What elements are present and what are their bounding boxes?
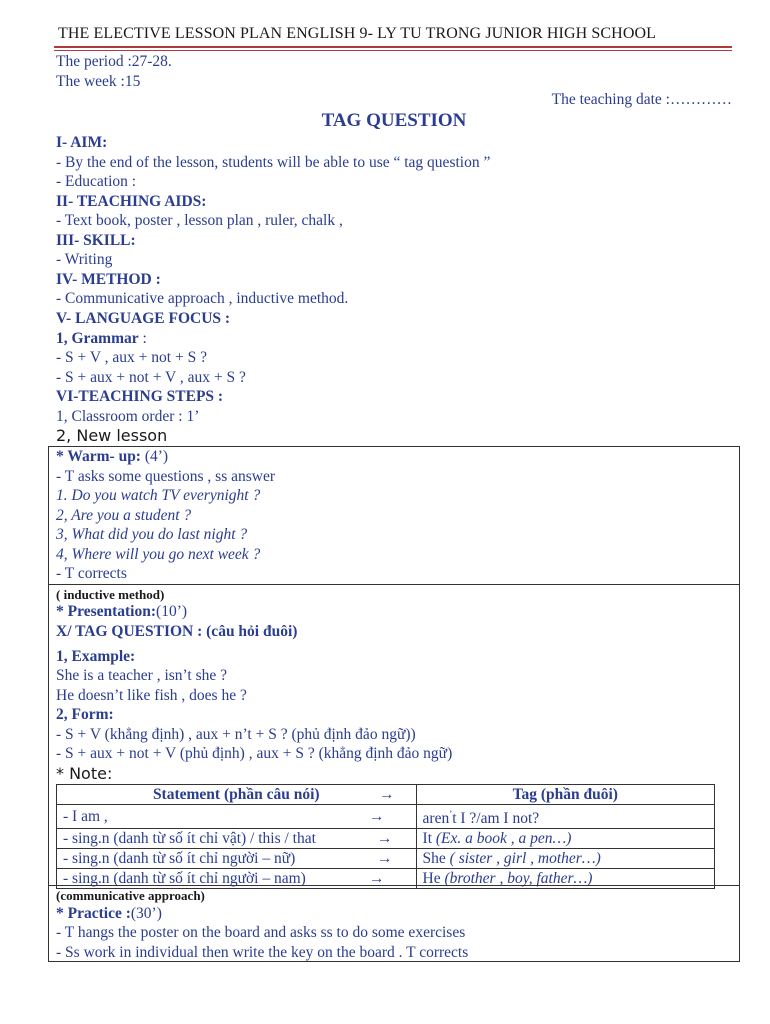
statement-cell — [57, 805, 417, 829]
tag-cell — [416, 805, 714, 829]
aim-line-1: - By the end of the lesson, students will be able to use “ tag question ” — [56, 154, 491, 171]
method-line: - Communicative approach , inductive method. — [56, 290, 349, 307]
presentation-label: * Presentation: — [56, 603, 157, 620]
teaching-date: The teaching date :………… — [551, 91, 732, 108]
skill-heading: III- SKILL: — [56, 232, 136, 249]
grammar-line-1: - S + V , aux + not + S ? — [56, 349, 207, 366]
table-row — [57, 805, 715, 829]
week-line: The week :15 — [56, 73, 141, 90]
warmup-question-3: 3, What did you do last night ? — [56, 526, 248, 543]
example-2: He doesn’t like fish , does he ? — [56, 687, 247, 704]
practice-line-2: - Ss work in individual then write the key on the board . T corrects — [56, 944, 469, 961]
tag-text: It — [422, 830, 436, 848]
tag-examples: (Ex. a book , a pen…) — [435, 830, 572, 848]
presentation-label-line — [56, 602, 187, 622]
warmup-question-1: 1. Do you watch TV everynight ? — [56, 487, 261, 504]
period-line: The period :27-28. — [56, 53, 172, 70]
aim-heading: I- AIM: — [56, 134, 108, 151]
arrow-icon: → — [369, 870, 385, 888]
tag-examples: (brother , boy, father…) — [444, 870, 593, 888]
arrow-icon: → — [379, 786, 395, 803]
header-rule — [54, 46, 732, 48]
practice-method: (communicative approach) — [56, 888, 205, 903]
note-label: * Note: — [56, 764, 113, 783]
aids-heading: II- TEACHING AIDS: — [56, 193, 207, 210]
example-label: 1, Example: — [56, 648, 136, 665]
warmup-question-2: 2, Are you a student ? — [56, 507, 192, 524]
form-line-1: - S + V (khẳng định) , aux + n’t + S ? (phủ định đảo ngữ)) — [56, 726, 416, 743]
arrow-icon: → — [377, 850, 393, 868]
grammar-label: 1, Grammar — [56, 330, 139, 347]
warmup-label-line — [56, 447, 168, 467]
new-lesson-label: 2, New lesson — [56, 426, 168, 445]
statement-text: - sing.n (danh từ số ít chỉ người – nữ) — [63, 850, 296, 868]
document-header: THE ELECTIVE LESSON PLAN ENGLISH 9- LY TU TRONG JUNIOR HIGH SCHOOL — [58, 25, 657, 42]
tag-text: He — [422, 870, 445, 888]
practice-label: * Practice : — [56, 905, 131, 922]
statement-text: - sing.n (danh từ số ít chỉ người – nam) — [63, 870, 306, 888]
form-label: 2, Form: — [56, 706, 114, 723]
form-line-2: - S + aux + not + V (phủ định) , aux + S ? (khẳng định đảo ngữ) — [56, 745, 453, 762]
warmup-question-4: 4, Where will you go next week ? — [56, 546, 261, 563]
skill-line: - Writing — [56, 251, 113, 268]
statement-cell — [57, 849, 417, 869]
warmup-corrects: - T corrects — [56, 565, 127, 582]
tag-text: aren — [422, 810, 450, 828]
header-rule-thin — [54, 50, 732, 51]
tag-rest: t I ?/am I not? — [452, 810, 540, 828]
presentation-time: (10’) — [156, 603, 188, 620]
arrow-icon: → — [377, 830, 393, 848]
statement-cell — [57, 829, 417, 849]
tag-apostrophe: ’ — [449, 809, 453, 819]
statement-header — [57, 785, 417, 805]
grammar-colon: : — [138, 330, 147, 347]
tag-cell — [416, 849, 714, 869]
table-row — [57, 849, 715, 869]
steps-heading: VI-TEACHING STEPS : — [56, 388, 224, 405]
tag-question-heading: X/ TAG QUESTION : (câu hỏi đuôi) — [56, 623, 298, 640]
warmup-intro: - T asks some questions , ss answer — [56, 468, 275, 485]
practice-time: (30’) — [130, 905, 162, 922]
tag-text: She — [422, 850, 450, 868]
grammar-label-line — [56, 329, 147, 349]
note-table-header — [57, 785, 715, 805]
method-heading: IV- METHOD : — [56, 271, 161, 288]
warmup-label: * Warm- up: — [56, 448, 141, 465]
classroom-order: 1, Classroom order : 1’ — [56, 408, 200, 425]
grammar-line-2: - S + aux + not + V , aux + S ? — [56, 369, 246, 386]
practice-label-line — [56, 904, 162, 924]
statement-header-text: Statement (phần câu nói) — [152, 786, 320, 803]
arrow-icon: → — [369, 808, 385, 826]
tag-cell — [416, 829, 714, 849]
aim-line-2: - Education : — [56, 173, 137, 190]
statement-text: - sing.n (danh từ số ít chỉ vật) / this / that — [63, 830, 316, 848]
warmup-time: (4’) — [140, 448, 169, 465]
tag-examples: ( sister , girl , mother…) — [449, 850, 601, 868]
statement-text: - I am , — [63, 808, 108, 826]
table-row — [57, 829, 715, 849]
presentation-method: ( inductive method) — [56, 587, 165, 602]
example-1: She is a teacher , isn’t she ? — [56, 667, 228, 684]
note-table — [56, 784, 715, 889]
tag-header: Tag (phần đuôi) — [416, 785, 714, 805]
practice-line-1: - T hangs the poster on the board and asks ss to do some exercises — [56, 924, 466, 941]
aids-line: - Text book, poster , lesson plan , ruler, chalk , — [56, 212, 343, 229]
focus-heading: V- LANGUAGE FOCUS : — [56, 310, 231, 327]
lesson-title: TAG QUESTION — [321, 110, 467, 131]
